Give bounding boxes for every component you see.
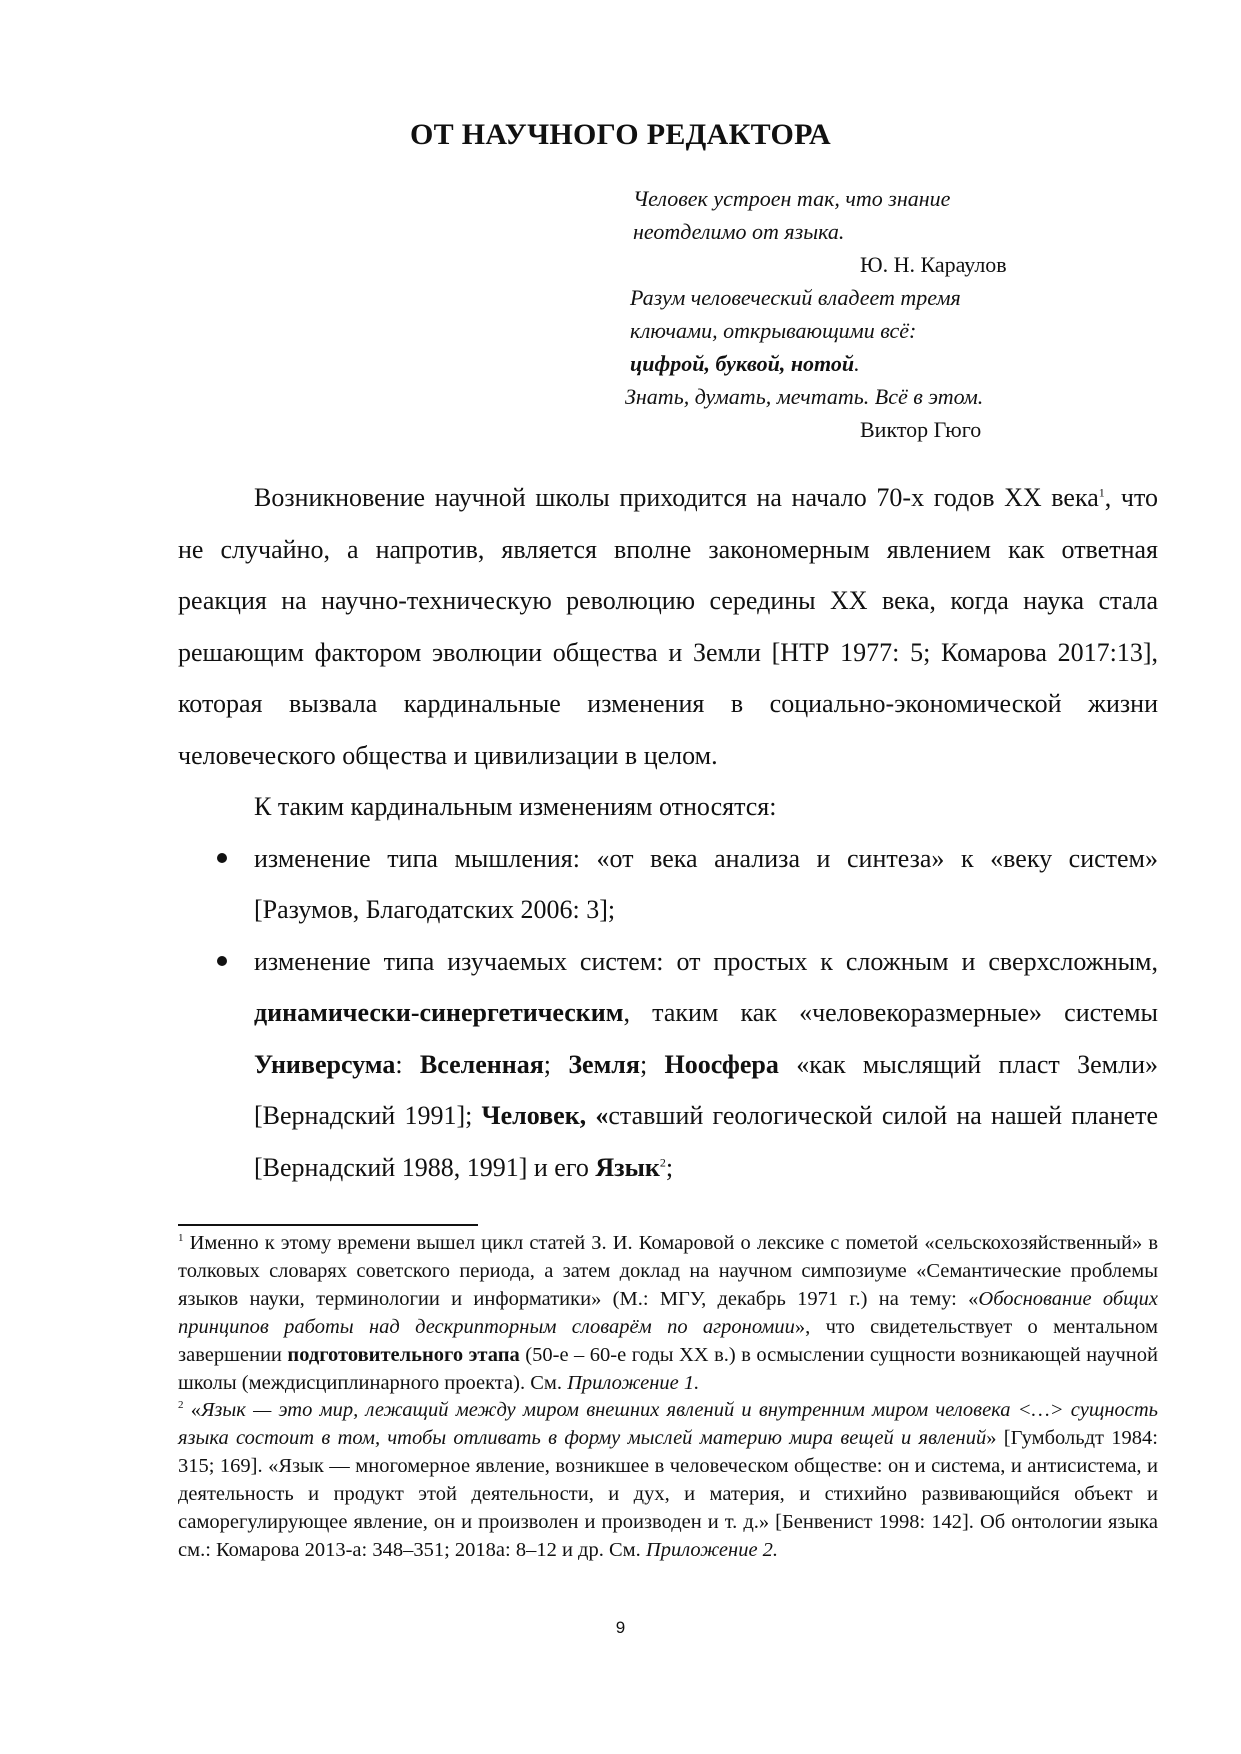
bullet-2-bold-4: Земля (568, 1049, 640, 1079)
bullet-2-text-4: ; (543, 1049, 569, 1079)
epigraph-2-line-1: Разум человеческий владеет тремя (630, 285, 961, 310)
epigraph-2-line-3 (630, 347, 860, 380)
main-text (178, 472, 1158, 1193)
footnote-2 (178, 1397, 1158, 1564)
footnote-1-bold-1: подготовительного этапа (287, 1343, 520, 1366)
footnote-1-number: 1 (178, 1232, 184, 1245)
bullet-item-2 (178, 936, 1158, 1194)
footnote-2-text-2: » [Гумбольдт 1984: 315; 169]. «Язык — многомерное явление, возникшее в человеческом обществе: он и система, и антисистема, и деятельность и продукт этой деятельности, и дух, и материя, и стихийно развивающийся объект и саморегулирующее явление, он и произволен и производен и т. д.» [Бенвенист 1998: 142]. Об онтологии языка см.: Комарова 2013-а: 348–351; 2018а: 8–12 и др. См. (178, 1427, 1158, 1561)
footnote-2-number: 2 (178, 1399, 184, 1412)
bullet-2-text-5: ; (639, 1049, 665, 1079)
page-number: 9 (615, 1618, 626, 1637)
bullet-2-text-1: изменение типа изучаемых систем: от простых к сложным и сверхсложным, (254, 946, 1158, 976)
epigraph-1-author: Ю. Н. Караулов (860, 252, 1007, 277)
bullet-2-text-2: , таким как «человекоразмерные» системы (623, 998, 1158, 1027)
footnote-2-italic-1: Язык — это мир, лежащий между миром внешних явлений и внутренним миром человека <…> сущность языка состоит в том, чтобы отливать в форму мыслей материю мира вещей и явлений (178, 1399, 1158, 1450)
epigraph-2-author: Виктор Гюго (860, 417, 982, 442)
epigraph-2-bold-end: . (854, 351, 860, 376)
bullet-2-text-8: ; (665, 1152, 674, 1182)
paragraph-2: К таким кардинальным изменениям относятся: (254, 792, 777, 821)
bullet-2-bold-6: Человек, « (481, 1101, 609, 1130)
bullet-item-1 (178, 833, 1158, 936)
bullet-2-text-3: : (395, 1049, 420, 1079)
bullet-2-bold-2: Универсума (254, 1049, 396, 1079)
footnote-1-text-2: », что свидетельствует о ментальном завершении (178, 1315, 1158, 1366)
footnote-1 (178, 1230, 1158, 1397)
epigraph-1-line-2: неотделимо от языка. (633, 219, 845, 244)
epigraph-2-line-4: Знать, думать, мечтать. Всё в этом. (625, 384, 984, 409)
bullet-2-text-7: ставший геологической силой на нашей планете [Вернадский 1988, 1991] и его (254, 1101, 1158, 1182)
footnote-1-italic-1: Обоснование общих принципов работы над дескрипторным словарём по агрономии (178, 1287, 1158, 1338)
footnote-2-italic-2: Приложение 2. (645, 1538, 779, 1561)
epigraph-2-bold-words: цифрой, буквой, нотой (630, 351, 855, 376)
page-title: ОТ НАУЧНОГО РЕДАКТОРА (410, 118, 831, 151)
bullet-2-bold-3: Вселенная (419, 1049, 544, 1079)
bullet-dot-icon (217, 853, 227, 863)
footnote-2-text-1: « (183, 1399, 201, 1422)
paragraph-1-text-b: , что не случайно, а напротив, является вполне закономерным явлением как ответная реакция на научно-техническую революцию середины XX века, когда наука стала решающим фактором эволюции общества и Земли [НТР 1977: 5; Комарова 2017:13], которая вызвала кардинальные изменения в социально-экономической жизни человеческого общества и цивилизации в целом. (178, 483, 1158, 770)
footnotes (178, 1230, 1158, 1565)
bullet-2-bold-1: динамически-синергетическим (254, 998, 624, 1027)
paragraph-1 (178, 472, 1158, 781)
epigraph-1-line-1: Человек устроен так, что знание (633, 186, 951, 211)
paragraph-1-text-a: Возникновение научной школы приходится на начало 70-х годов XX века (254, 483, 1099, 512)
bullet-list (178, 833, 1158, 1194)
footnote-ref-1[interactable]: 1 (1098, 485, 1105, 500)
footnote-separator (178, 1224, 478, 1226)
epigraph-2-line-2: ключами, открывающими всё: (630, 318, 917, 343)
bullet-2-text-6: «как мыслящий пласт Земли» [Вернадский 1991]; (254, 1049, 1158, 1130)
footnote-ref-2[interactable]: 2 (659, 1154, 666, 1169)
footnote-1-italic-2: Приложение 1. (567, 1371, 700, 1394)
bullet-item-1-text: изменение типа мышления: «от века анализа и синтеза» к «веку систем» [Разумов, Благодатских 2006: 3]; (254, 843, 1158, 924)
bullet-2-bold-7: Язык (595, 1152, 660, 1182)
footnote-1-text-1: Именно к этому времени вышел цикл статей З. И. Комаровой о лексике с пометой «сельскохозяйственный» в толковых словарях советского периода, а затем доклад на научном симпозиуме «Семантические проблемы языков науки, терминологии и информатики» (М.: МГУ, декабрь 1971 г.) на тему: « (178, 1232, 1158, 1310)
bullet-2-bold-5: Ноосфера (664, 1049, 779, 1079)
bullet-dot-icon (217, 956, 227, 966)
footnote-1-text-3: (50-е – 60-е годы XX в.) в осмыслении сущности возникающей научной школы (междисциплинарного проекта). См. (178, 1343, 1158, 1394)
